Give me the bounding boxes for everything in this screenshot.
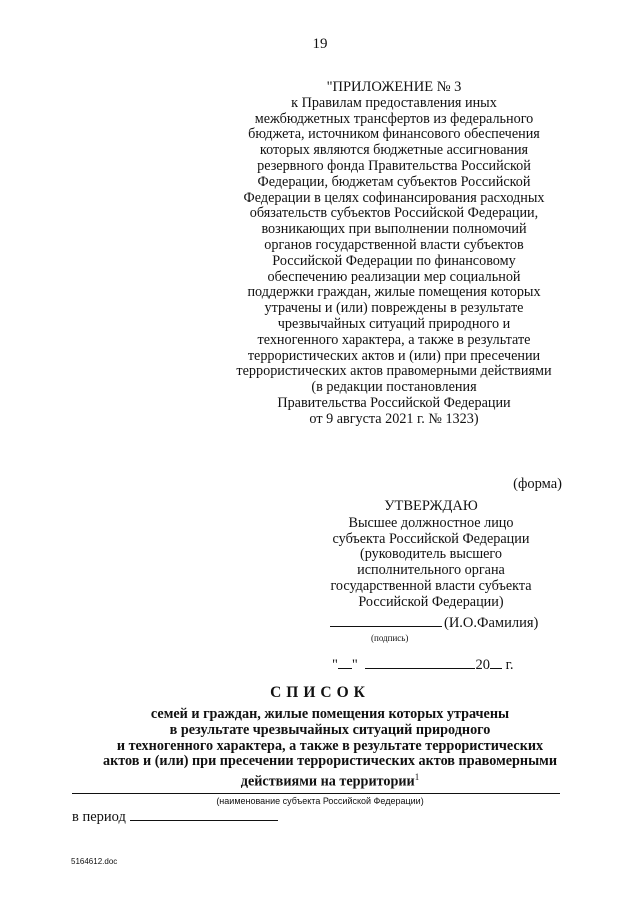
signature-blank [330, 612, 442, 627]
appendix-line: бюджета, источником финансового обеспечения [248, 126, 540, 143]
appendix-line: террористических актов правомерными действиями [236, 363, 552, 380]
appendix-line: утрачены и (или) повреждены в результате [264, 300, 524, 317]
period-blank [130, 806, 278, 821]
appendix-line: Федерации, бюджетам субъектов Российской [257, 173, 531, 190]
list-title: СПИСОК [270, 684, 370, 701]
appendix-line: (в редакции постановления [311, 379, 477, 396]
year-blank [490, 654, 502, 669]
approval-line: исполнительного органа [357, 562, 505, 579]
appendix-title: "ПРИЛОЖЕНИЕ № 3 [326, 79, 462, 95]
appendix-line: возникающих при выполнении полномочий [261, 221, 527, 238]
year-suffix: г. [505, 657, 514, 673]
period-label: в период [72, 809, 126, 825]
approval-title: УТВЕРЖДАЮ [384, 498, 478, 514]
subject-name-blank [72, 793, 560, 794]
approval-line: государственной власти субъекта [330, 577, 532, 594]
year-prefix: 20 [475, 657, 490, 673]
date-close-quote: " [351, 657, 358, 673]
signature-row [330, 612, 538, 632]
appendix-line: террористических актов и (или) при пресечении [247, 347, 541, 364]
approval-block [320, 499, 542, 611]
approval-line: Российской Федерации) [358, 593, 504, 610]
appendix-line: Правительства Российской Федерации [277, 394, 511, 411]
list-subtitle-line: актов и (или) при пресечении террористических актов правомерными [102, 753, 558, 770]
appendix-line: техногенного характера, а также в результате [257, 331, 531, 348]
appendix-line: органов государственной власти субъектов [264, 236, 524, 253]
date-row [332, 654, 514, 674]
list-subtitle-line: и техногенного характера, а также в результате террористических [116, 737, 544, 754]
date-open-quote: " [332, 657, 338, 673]
form-label: (форма) [513, 476, 562, 492]
signatory-name: (И.О.Фамилия) [444, 615, 539, 631]
page-number: 19 [312, 36, 328, 52]
month-blank [365, 654, 475, 669]
appendix-line: обязательств субъектов Российской Федерации, [249, 205, 539, 222]
appendix-line: Российской Федерации по финансовому [272, 252, 516, 269]
approval-line: (руководитель высшего [360, 546, 502, 563]
document-code: 5164612.doc [71, 857, 118, 866]
appendix-line: Федерации в целях софинансирования расходных [243, 189, 545, 206]
footnote-mark: 1 [414, 772, 420, 783]
subject-caption: (наименование субъекта Российской Федерации) [216, 796, 424, 806]
appendix-line: резервного фонда Правительства Российской [257, 157, 531, 174]
appendix-line: чрезвычайных ситуаций природного и [277, 315, 511, 332]
approval-line: Высшее должностное лицо [348, 514, 514, 531]
appendix-line: к Правилам предоставления иных [291, 94, 497, 111]
list-subtitle [60, 707, 600, 791]
appendix-line: обеспечению реализации мер социальной [267, 268, 521, 285]
list-subtitle-line: семей и граждан, жилые помещения которых утрачены [150, 706, 510, 722]
list-subtitle-line-last [60, 770, 600, 791]
approval-line: субъекта Российской Федерации [332, 530, 530, 547]
appendix-line: от 9 августа 2021 г. № 1323) [309, 410, 479, 427]
appendix-line: поддержки граждан, жилые помещения которых [247, 284, 541, 301]
list-subtitle-text: действиями на территории [240, 773, 415, 790]
list-subtitle-line: в результате чрезвычайных ситуаций природного [169, 721, 491, 738]
appendix-line: которых являются бюджетные ассигнования [259, 142, 529, 159]
period-row [72, 806, 278, 826]
appendix-header [218, 80, 570, 428]
day-blank [338, 654, 352, 669]
signature-caption: (подпись) [371, 633, 409, 643]
appendix-line: межбюджетных трансфертов из федерального [254, 110, 534, 127]
